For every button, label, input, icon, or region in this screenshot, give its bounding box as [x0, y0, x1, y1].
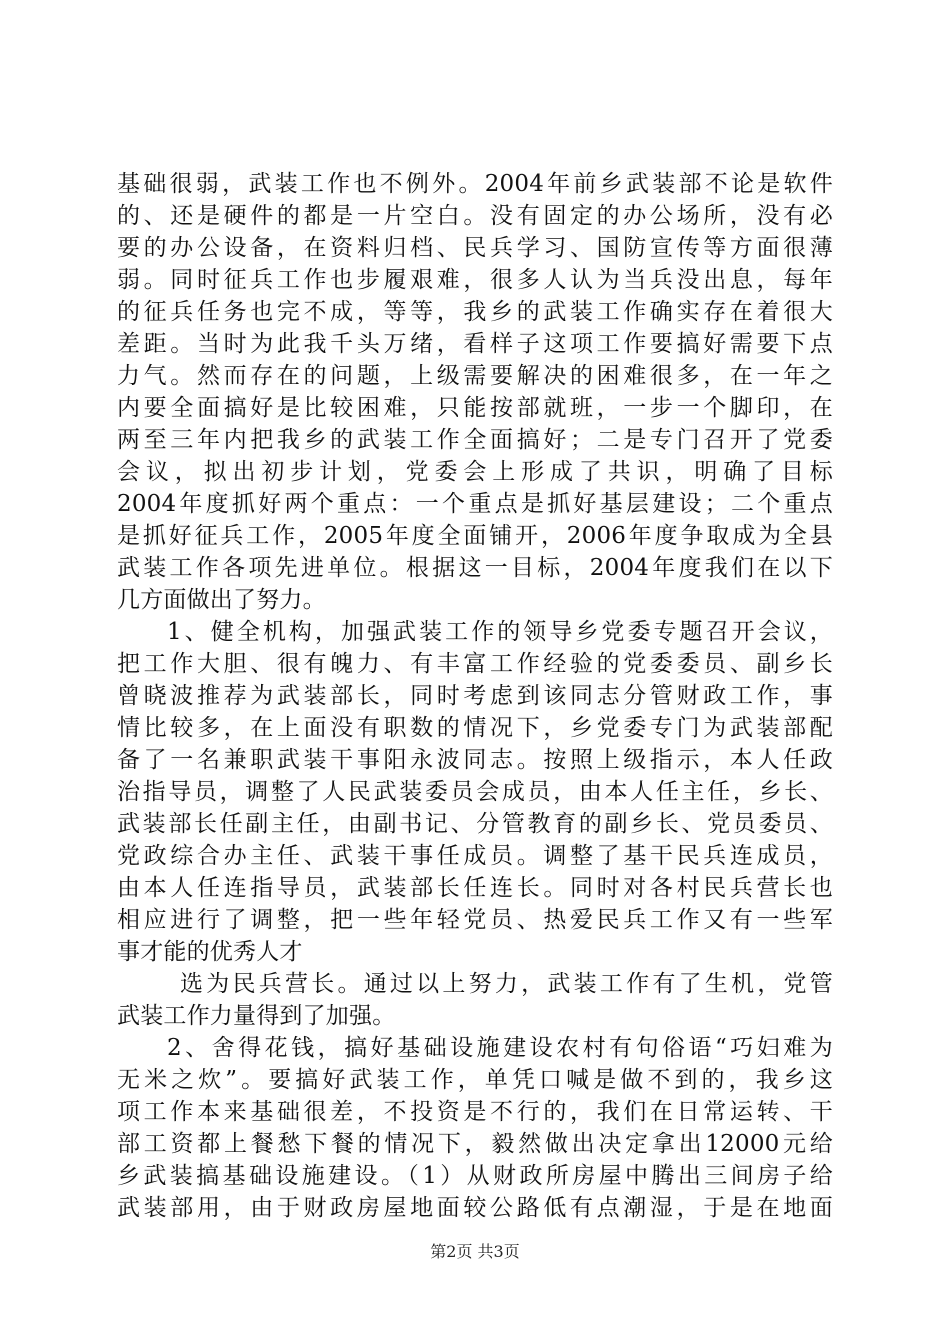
- text-line: 党政综合办主任、武装干事任成员。调整了基干民兵连成员，: [117, 843, 833, 869]
- text-line: 的、还是硬件的都是一片空白。没有固定的办公场所，没有必: [117, 203, 833, 229]
- text-line: 相应进行了调整，把一些年轻党员、热爱民兵工作又有一些军: [117, 907, 833, 933]
- text-line: 弱。同时征兵工作也步履艰难，很多人认为当兵没出息，每年: [117, 267, 833, 293]
- text-line: 两至三年内把我乡的武装工作全面搞好；二是专门召开了党委: [117, 427, 833, 453]
- text-line: 会议，拟出初步计划，党委会上形成了共识，明确了目标: [117, 459, 833, 485]
- paragraph-start-line: 选为民兵营长。通过以上努力，武装工作有了生机，党管: [180, 971, 833, 997]
- text-line: 武装部用，由于财政房屋地面较公路低有点潮湿，于是在地面: [117, 1195, 833, 1221]
- text-line: 要的办公设备，在资料归档、民兵学习、国防宣传等方面很薄: [117, 235, 833, 261]
- text-line: 2004年度抓好两个重点：一个重点是抓好基层建设；二个重点: [117, 491, 833, 517]
- text-line: 曾晓波推荐为武装部长，同时考虑到该同志分管财政工作，事: [117, 683, 833, 709]
- text-line: 几方面做出了努力。: [117, 587, 326, 613]
- text-line: 情比较多，在上面没有职数的情况下，乡党委专门为武装部配: [117, 715, 833, 741]
- text-line: 无米之炊”。要搞好武装工作，单凭口喊是做不到的，我乡这: [117, 1067, 833, 1093]
- text-line: 乡武装搞基础设施建设。（1）从财政所房屋中腾出三间房子给: [117, 1163, 833, 1189]
- text-line: 武装工作各项先进单位。根据这一目标，2004年度我们在以下: [117, 555, 833, 581]
- text-line: 项工作本来基础很差，不投资是不行的，我们在日常运转、干: [117, 1099, 833, 1125]
- text-line: 把工作大胆、很有魄力、有丰富工作经验的党委委员、副乡长: [117, 651, 833, 677]
- text-line: 基础很弱，武装工作也不例外。2004年前乡武装部不论是软件: [117, 171, 833, 197]
- text-line: 的征兵任务也完不成，等等，我乡的武装工作确实存在着很大: [117, 299, 833, 325]
- text-line: 是抓好征兵工作，2005年度全面铺开，2006年度争取成为全县: [117, 523, 833, 549]
- body-text: [117, 168, 833, 1224]
- text-line: 差距。当时为此我千头万绪，看样子这项工作要搞好需要下点: [117, 331, 833, 357]
- paragraph-start-line: 1、健全机构，加强武装工作的领导乡党委专题召开会议，: [167, 619, 833, 645]
- text-line: 力气。然而存在的问题，上级需要解决的困难很多，在一年之: [117, 363, 833, 389]
- text-line: 治指导员，调整了人民武装委员会成员，由本人任主任，乡长、: [117, 779, 833, 805]
- text-line: 内要全面搞好是比较困难，只能按部就班，一步一个脚印，在: [117, 395, 833, 421]
- text-line: 武装工作力量得到了加强。: [117, 1003, 396, 1029]
- paragraph-start-line: 2、舍得花钱，搞好基础设施建设农村有句俗语“巧妇难为: [167, 1035, 833, 1061]
- page-number-footer: 第2页 共3页: [430, 1242, 520, 1261]
- text-line: 武装部长任副主任，由副书记、分管教育的副乡长、党员委员、: [117, 811, 833, 837]
- text-line: 由本人任连指导员，武装部长任连长。同时对各村民兵营长也: [117, 875, 833, 901]
- text-line: 部工资都上餐愁下餐的情况下，毅然做出决定拿出12000元给: [117, 1131, 833, 1157]
- text-line: 备了一名兼职武装干事阳永波同志。按照上级指示，本人任政: [117, 747, 833, 773]
- text-line: 事才能的优秀人才: [117, 939, 303, 965]
